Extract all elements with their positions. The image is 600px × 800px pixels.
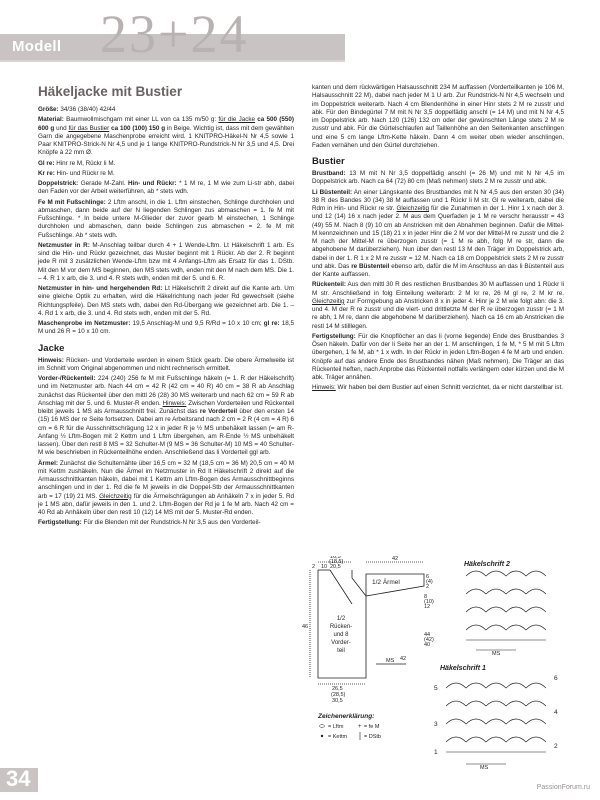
diagram-svg	[296, 556, 574, 788]
legend-lftm: = Lftm	[328, 724, 344, 730]
bold-term: Doppelstrick:	[38, 180, 79, 187]
shoulder-depth-2: (4)	[426, 579, 433, 585]
bold-term: Kr re:	[38, 169, 55, 177]
model-number: 23+24	[100, 4, 249, 64]
text-run: Gerade M-Zahl.	[78, 180, 128, 187]
paragraph	[38, 320, 294, 337]
bold-term: ca 100 (100) 150 g	[109, 124, 166, 132]
paragraph	[38, 519, 294, 527]
paragraph	[38, 180, 294, 197]
bold-term: Hinweis:	[38, 356, 64, 364]
bold-term: Fe M mit Fußschlinge:	[38, 198, 106, 206]
right-text-flow	[312, 84, 564, 393]
armhole-1: 8	[424, 594, 428, 600]
text-run: zur Formgebung ab Anstricken 8 x in jeder 4. Hinr je 2 M wie folgt abn: die 3. und 4. M der R re zusstr und die viert- und drittletzte M der R re überzogen zusstr (= 1 M re abh, 1 M re, dann die abgehobene M darüberziehen). Nach ca 16 cm ab Anstricken die restl 14 M stilllegen.	[312, 297, 564, 330]
chart2-arc-row-3	[466, 607, 546, 612]
paragraph	[312, 84, 564, 150]
page-header	[0, 0, 600, 72]
bold-term: Fertigstellung:	[312, 332, 356, 340]
left-column	[38, 84, 294, 530]
section-heading	[312, 156, 564, 167]
section-heading-text: Bustier	[312, 156, 345, 167]
legend-fem: = fe M	[364, 724, 380, 730]
paragraph	[312, 333, 564, 383]
underlined-term: Gleichzeitig	[99, 492, 132, 500]
text-run: und	[54, 124, 69, 132]
paragraph	[38, 242, 294, 283]
bold-term: Material:	[38, 116, 64, 124]
chart1-row-1: 1	[434, 749, 438, 756]
kettm-symbol-icon	[321, 735, 323, 737]
armhole-2: (10)	[424, 599, 434, 605]
body-height-1: 44	[424, 632, 431, 638]
paragraph	[38, 170, 294, 178]
bold-term: Hin- und Rückr:	[127, 180, 177, 187]
text-run: für die Zunahmen in der 1. Hinr 1 x nach der 3. und 12 (14) 16 x nach jeder 2. M aus dem Querfaden je 1 M re verschr herausstr = 43 (49) 55 M. Nach 8 (9) 10 cm ab Anstricken mit den Abnahmen beginnen. Dafür die Mittel-M kennzeichnen und 15 (18) 21 x in jeder Hinr die 2 M vor der Mittel-M re zusstr und die 2 M nach der Mittel-M re überzogen zusstr (= 1 M re abh, folg M re str, dann die abgehobene M darüberziehen). Nun über den restl 13 M den Träger im Doppelstrick arb, dabei in der 1. R 1 x 2 M re zusstr = 12 M. Nach ca 18 cm Doppelstrick stets 2 M re zusstr und abk. Das	[312, 205, 564, 270]
paragraph	[38, 375, 294, 458]
text-run: 34/36 (38/40) 42/44	[58, 106, 116, 113]
text-run: Rücken- und Vorderteile werden in einem Stück gearb. Die obere Ärmelweite ist im Schnitt vom Original abgenommen und nicht rechnerisch ermittelt.	[38, 356, 294, 372]
paragraph	[312, 281, 564, 331]
body-label-3: und 8	[333, 632, 349, 638]
text-run: über den ersten 14 (15) 16 MS der re Seite fortsetzen. Dabei am re Arbeitsrand nach 2 cm = 2 R (4 cm = 4 R) 6 cm = 6 R für die Ausschnittschrägung 12 x in jeder R je ½ MS unbehäkelt lassen (= am R-Anfang ½ Lftm-Bogen mit 2 Kettm und 1 Lftm übergehen, am R-Ende ½ MS unbehäkelt lassen). Über den restl 8 MS = 32 Schulter-M (9 MS = 36 Schulter-M) 10 MS = 40 Schulter-M wie beschrieben in Rückenteilhöhe enden. Anschließend das li Vorderteil ggl arb.	[38, 408, 294, 457]
left-height: 46	[302, 624, 309, 630]
text-run: Baumwollmischgarn mit einer LL von ca 135 m/50 g:	[63, 116, 219, 124]
left-top-a: 2	[312, 564, 316, 570]
bold-term: Maschenprobe im Netzmuster:	[38, 320, 131, 327]
bold-term: Ärmel:	[38, 459, 58, 467]
bold-term: Größe:	[38, 106, 59, 113]
text-run: Lt Häkelschrift 2 direkt auf die Kante arb. Um eine gleiche Optik zu erhalten, wird die Häkelrichtung nach jeder Rd gewechselt (siehe Richtungspfeile). Den MS stets wdh, dabei den Rd-Übergang wie gezeichnet arb. Die 1. – 4. Rd 1 x arb, die 3. und 4. Rd stets wdh, enden mit der 5. Rd.	[38, 285, 295, 317]
paragraph	[312, 189, 564, 280]
body-label-4: Vorder-	[331, 640, 351, 646]
bold-term: Rückenteil:	[312, 281, 346, 289]
underlined-term: für das Bustier	[68, 124, 110, 132]
neck-slope	[330, 570, 352, 604]
bold-term: Vorder-/Rückenteil:	[38, 375, 96, 382]
chart2-arc-row-2	[466, 589, 546, 594]
text-run: Zunächst die Schulternähte über 16,5 cm = 32 M (18,5 cm = 36 M) 20,5 cm = 40 M mit Kettm zushäkeln. Nun die Ärmel im Netzmuster in Rd lt Häkelschrift 2 direkt auf die Armausschnittkanten häkeln, dabei mit 1 Kettm am Lftm-Bogen des Armausschnittbeginns anschlingen und in der 1. Rd die fe M jeweils in die Doppel-Stb der Armausschnittkanten arb = 17 (19) 21 MS.	[38, 459, 294, 500]
bold-term: Netzmuster in hin- und hergehenden Rd:	[38, 285, 163, 292]
bottom-width-2: (28,5)	[331, 692, 346, 698]
chart1-title: Häkelschrift 1	[440, 665, 486, 672]
pattern-diagram	[296, 556, 574, 788]
chart1-arc-row-1	[446, 683, 546, 688]
paragraph	[38, 357, 294, 374]
underlined-term: Hinweis:	[312, 384, 336, 392]
page-title: Häkeljacke mit Bustier	[38, 84, 183, 99]
body-label-5: teil	[337, 648, 345, 654]
shoulder-depth-1: 6	[426, 574, 430, 580]
bold-term: Gl re:	[38, 159, 55, 167]
chart2-arc-row-1	[466, 571, 546, 576]
text-run: 18,5 M und 26 R = 10 x 10 cm.	[38, 320, 294, 336]
text-run: Wir haben bei dem Bustier auf einen Schnitt verzichtet, da er nicht darstellbar ist.	[335, 384, 563, 392]
bold-term: re Vorderteil	[199, 408, 238, 415]
paragraph	[38, 285, 294, 318]
paragraph	[38, 106, 294, 114]
legend-dstb: = DStb	[364, 734, 381, 740]
paragraph	[312, 384, 564, 392]
body-height-3: 40	[424, 642, 431, 648]
sleeve-height: 42	[400, 656, 407, 662]
paragraph	[38, 160, 294, 168]
text-run: für die Ärmelschrägungen ab Anhäkeln 7 x in jeder 5. Rd je 1 MS abn, dafür jeweils in den 1. und 2. Lftm-Bogen der Rd je 1 fe M arb. Nach 42 cm = 40 Rd ab Anhäkeln über den restl 10 (12) 14 MS mit der 5. Muster-Rd enden.	[38, 492, 294, 516]
model-label: Modell	[12, 38, 62, 55]
top-width-1: 16,5	[330, 556, 341, 560]
body-label-2: Rücken-	[329, 624, 353, 630]
chart1-grid	[446, 683, 546, 764]
schematic-outline	[310, 562, 424, 684]
left-top-b: 10	[321, 564, 328, 570]
chart1-row-5: 5	[434, 685, 438, 692]
fem-symbol-icon: +	[358, 724, 362, 730]
text-run: * 1 M re, 1 M wie zum Li-str abh, dabei den Faden vor der Arbeit weiterführen, ab * stets wdh.	[38, 180, 294, 196]
chart1-arc-row-3	[446, 719, 546, 724]
text-run: 224 (240) 256 fe M mit Fußschlinge häkeln (= 1. R der Häkelschrift) und im Netzmuster arb. Nach 44 cm = 42 R (42 cm = 40 R) 40 cm = 38 R ab Anschlag zunächst das Rückenteil über den mittl 26 (28) 30 MS weiterarb und nach 62 cm = 59 R ab Anschlag mit der 5. und 6. Muster-R enden.	[38, 375, 294, 407]
chart1-row-6: 6	[554, 675, 558, 682]
shoulder-depth-3: 2	[426, 584, 430, 590]
text-run: 2 Lftm anschl, in die 1. Lftm einstechen, Schlinge durchholen und abmaschen, dann beide auf der N liegenden Schlingen zus abmaschen = 1. fe M mit Fußschlinge. * In beide untere M-Glieder der zuvor gearb M einstechen, 1 Schlinge durchholen und abmaschen, dann beide Schlingen zus abmaschen = 2. fe M mit Fußschlinge. Ab * stets wdh.	[38, 198, 294, 239]
section-heading	[38, 343, 294, 354]
paragraph	[38, 116, 294, 157]
paragraph	[312, 170, 564, 187]
chart2-ms-label: MS	[492, 651, 501, 657]
text-run: M-Anschlag teilbar durch 4 + 1 Wende-Lftm. Lt Häkelschrift 1 arb. Es sind die Hin- und Rückr gezeichnet, das Muster beginnt mit 1 Rückr. Ab der 2. R beginnt jede R mit 3 zusätzlichen Wende-Lftm bzw mit 4 Anfangs-Lftm als Ersatz für das 1. DStb. Mit den M vor dem MS beginnen, den MS stets wdh, enden mit den M nach dem MS. Die 1. – 4. R 1 x arb, die 3. und 4. R stets wdh, enden mit der 5. und 6. R.	[38, 241, 294, 282]
text-run: in Beige. Wichtig ist, dass mit dem gewählten Garn die angegebene Maschenprobe erreicht wird. 1 KNITPRO-Häkel-N Nr 4,5 sowie 1 Paar KNITPRO-Strick-N Nr 4,5 und je 1 lange KNITPRO-Rundstrick-N Nr 3,5 und 4,5. Drei Knöpfe à 22 mm Ø.	[38, 124, 294, 157]
bold-term: Netzmuster in R:	[38, 241, 90, 249]
top-width-2: (18,5)	[329, 559, 344, 565]
bold-term: Brustband:	[312, 170, 346, 177]
bold-term: Li Büstenteil:	[312, 188, 353, 196]
page-number: 34	[6, 766, 31, 791]
body-height-2: (42)	[424, 637, 434, 643]
text-run: Für die Knopflöcher an das li (vorne liegende) Ende des Brustbandes 3 Ösen häkeln. Dafür von der li Seite her an der 1. M anschlingen, 1 fe M, * 5 M mit 5 Lftm übergehen, 1 fe M, ab * 1 x wdh. In der Rückr in jeden Lftm-Bogen 4 fe M arb und enden. Knöpfe auf das andere Ende des Brustbandes nähen (Maß nehmen). Die Träger an das Rückenteil heften, nach Anprobe das Rückenteil notfalls verlängern oder kürzen und die M abk. Träger annähen.	[312, 332, 564, 381]
paragraph	[38, 199, 294, 240]
right-column	[312, 84, 564, 395]
underlined-term: Gleichzeitig	[396, 205, 430, 212]
page-number-box	[0, 768, 38, 792]
armhole-3: 12	[424, 604, 431, 610]
bold-term: Fertigstellung:	[38, 519, 82, 527]
top-width-3: 20,5	[330, 564, 341, 570]
bottom-width-1: 26,5	[332, 686, 343, 692]
chart2-arc-row-4	[466, 625, 546, 630]
text-run: kanten und dem rückwärtigen Halsausschnitt 234 M auffassen (Vorderteilkanten je 106 M, Halsausschnitt 22 M), dabei nach jeder M 1 U arb. Zur Rundstrick-N Nr 4,5 wechseln und im Doppelstrick weiterarb. Nach 4 cm Blendenhöhe in einer Hinr stets 2 M re zusstr und abk. Für den Bindegürtel 7 M mit N Nr 3,5 doppelfädig anschl (= 14 M) und mit N Nr 4,5 im Doppelstrick arb. Nach 120 (126) 132 cm oder der gewünschten Länge stets 2 M re zusstr und abk. Für die Gürtelschlaufen auf Taillenhöhe an den Seitenkanten anschlingen und eine 5 cm lange Lftm-Kette häkeln. Dann 4 cm weiter oben wieder anschlingen, Faden vernähen und den Gürtel durchziehen.	[312, 84, 564, 149]
chart1-arc-row-4	[446, 737, 546, 742]
legend-title: Zeichenerklärung:	[318, 713, 375, 720]
text-run: Für die Blenden mit der Rundstrick-N Nr 3,5 aus den Vorderteil-	[81, 519, 261, 527]
underlined-term: Hinweis:	[162, 399, 187, 407]
text-run: Aus den mittl 30 R des restlichen Brustbandes 30 M auffassen und 1 Rückr li M str. Anschließend in folg Einteilung weiterarb: 2 M kr re, 26 M gl re, 2 M kr re.	[312, 281, 564, 297]
lftm-symbol-icon	[320, 725, 325, 728]
section-heading-text: Jacke	[38, 342, 65, 354]
text-run: 19,5 Anschlag-M und 9,5 R/Rd = 10 x 10 cm;	[130, 320, 264, 327]
text-run: Zwischen Vorderteilen und Rückenteil bleibt jeweils 1 MS als Armausschnitt frei. Zunächst das	[38, 399, 294, 415]
body-label-1: 1/2	[336, 616, 346, 622]
left-text-flow	[38, 106, 294, 528]
chart1-arc-row-2	[446, 701, 546, 706]
bold-term: re Büstenteil	[351, 262, 390, 270]
chart1-ms-label: MS	[480, 765, 489, 771]
text-run: Hinr re M, Rückr li M.	[54, 159, 116, 167]
bottom-width-3: 30,5	[332, 698, 343, 704]
footer-watermark: PassionForum.ru	[536, 784, 590, 791]
half-sleeve-label: 1/2 Ärmel	[372, 579, 400, 586]
text-run: 13 M mit N Nr 3,5 doppelfädig anschl (= 26 M) und mit N Nr 4,5 im Doppelstrick arb. Nach ca 64 (72) 80 cm (Maß nehmen) stets 2 M re zusstr und abk.	[312, 170, 564, 186]
paragraph	[38, 460, 294, 518]
chart2-grid	[466, 571, 546, 650]
text-run: Hin- und Rückr re M.	[54, 169, 115, 177]
bold-term: ca 500 (550) 600 g	[38, 116, 294, 132]
text-run: ebenso arb, dafür die M im Anschluss an das li Büstenteil aus der Kante auffassen.	[312, 262, 564, 278]
underlined-term: Gleichzeitig	[312, 297, 345, 305]
text-run: An einer Längskante des Brustbandes mit N Nr 4,5 aus den ersten 30 (34) 38 R des Bandes 30 (34) 38 M auffassen und 1 Rückr li M str. Gl re weiterarb, dabei die Rdm in Hin- und Rückr re str.	[312, 188, 564, 212]
legend-kettm: = Kettm	[328, 734, 348, 740]
chart1-row-4: 4	[554, 709, 558, 716]
underlined-term: für die Jacke	[218, 116, 256, 124]
sleeve-length-top: 42	[392, 556, 399, 562]
bold-term: gl re:	[263, 320, 280, 327]
chart2-title: Häkelschrift 2	[464, 561, 510, 568]
chart1-row-2: 2	[554, 743, 558, 750]
chart1-row-3: 3	[434, 721, 438, 728]
ms-label-schematic: MS	[386, 658, 395, 664]
